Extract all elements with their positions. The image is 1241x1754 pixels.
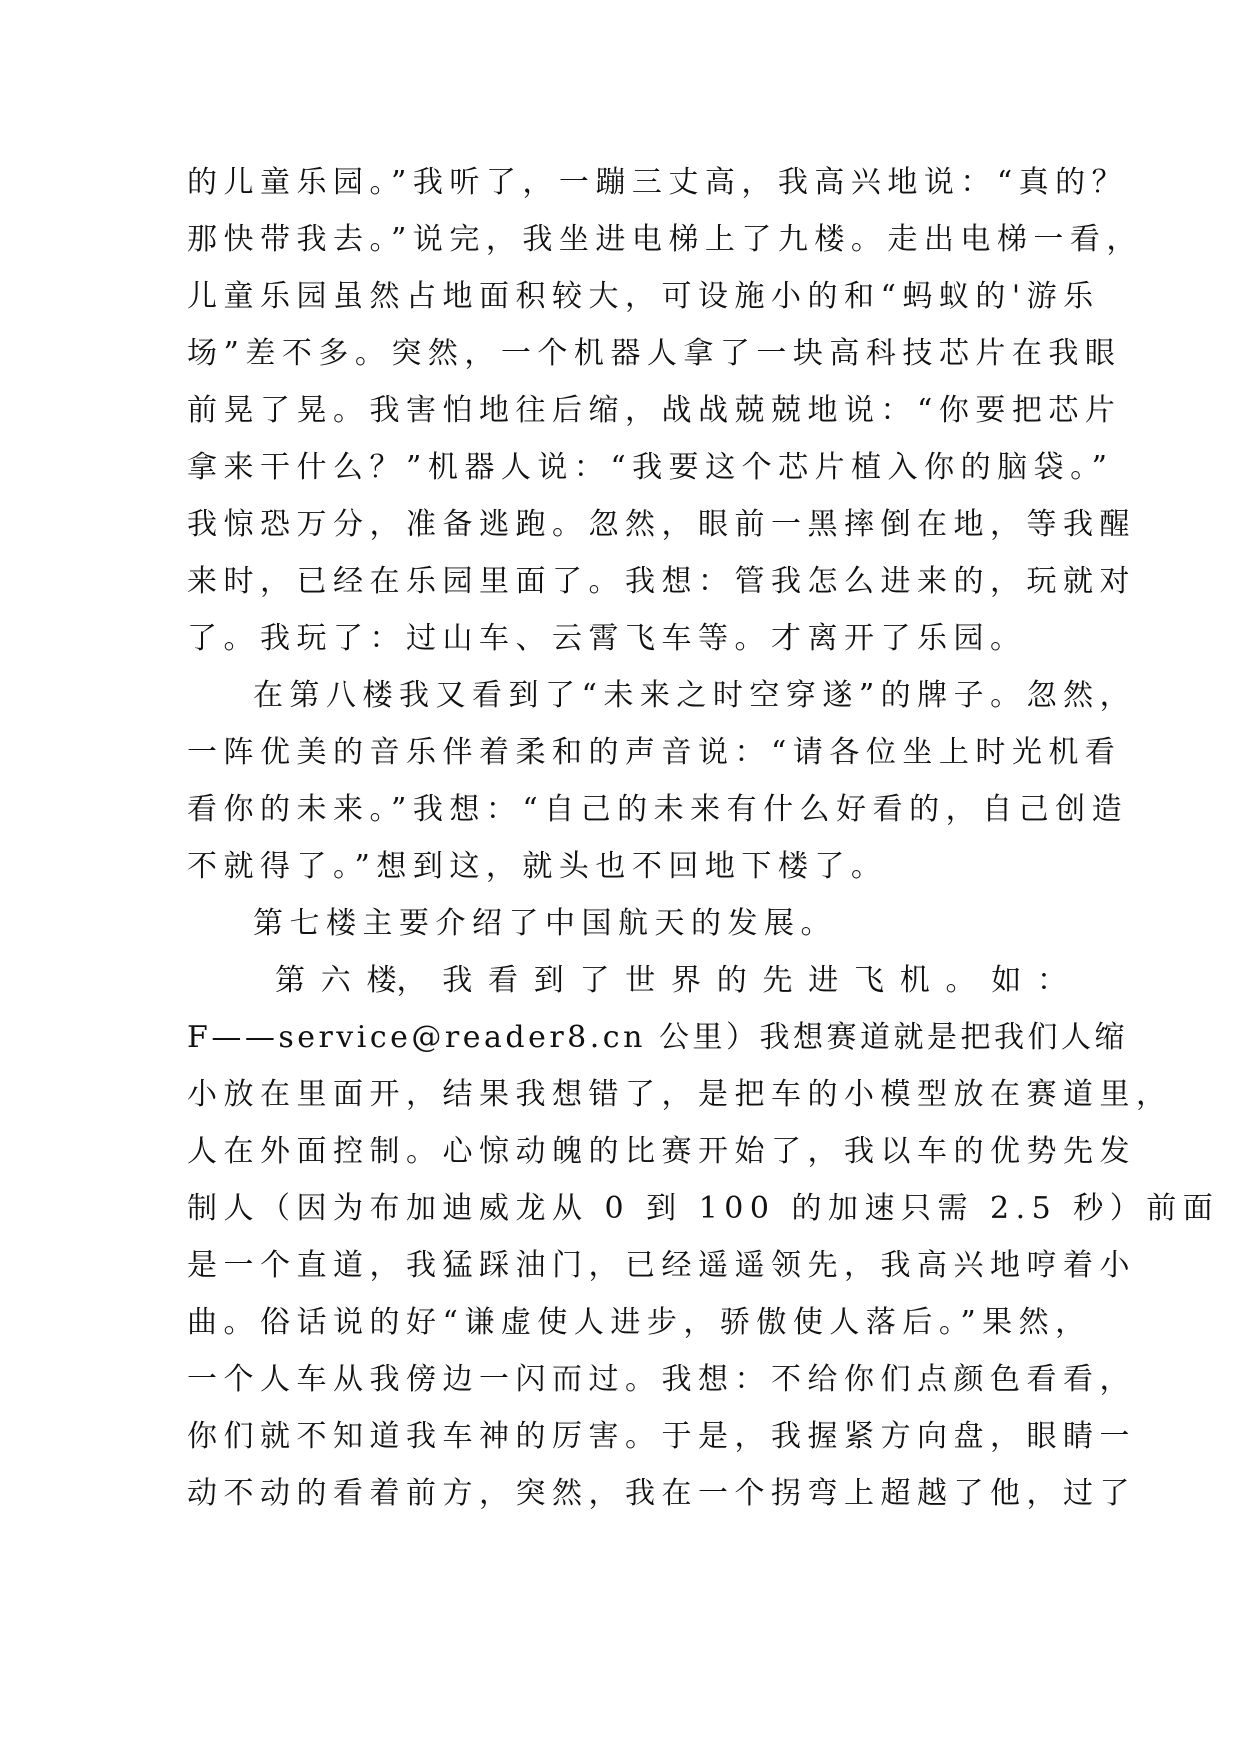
text-glyph: 的 [716, 963, 747, 998]
text-line: 拿来干什么？”机器人说：“我要这个芯片植入你的脑袋。” [187, 450, 1114, 485]
text-glyph: 机 [899, 963, 930, 998]
text-glyph: 了 [579, 963, 610, 998]
text-glyph: 第 [275, 963, 305, 998]
text-line: 不就得了。”想到这，就头也不回地下楼了。 [187, 849, 888, 884]
text-line: 场”差不多。突然，一个机器人拿了一块高科技芯片在我眼 [187, 336, 1122, 371]
text-line: 是一个直道，我猛踩油门，已经遥遥领先，我高兴地哼着小 [187, 1248, 1136, 1283]
text-glyph: 进 [808, 963, 839, 998]
text-line: 一个人车从我傍边一闪而过。我想：不给你们点颜色看看， [187, 1362, 1136, 1397]
text-line: 看你的未来。”我想：“自己的未来有什么好看的，自己创造 [187, 792, 1129, 827]
text-line: 那快带我去。”说完，我坐进电梯上了九楼。走出电梯一看， [187, 222, 1143, 257]
text-line: 一阵优美的音乐伴着柔和的声音说：“请各位坐上时光机看 [187, 735, 1122, 770]
text-line: 曲。俗话说的好“谦虚使人进步，骄傲使人落后。”果然， [187, 1305, 1092, 1340]
text-line: 来时，已经在乐园里面了。我想：管我怎么进来的，玩就对 [187, 564, 1136, 599]
text-glyph: 飞 [854, 963, 884, 998]
text-glyph: 楼， [366, 963, 427, 998]
text-glyph: 世 [625, 963, 656, 998]
text-line: 前晃了晃。我害怕地往后缩，战战兢兢地说：“你要把芯片 [187, 393, 1122, 428]
text-line: 我惊恐万分，准备逃跑。忽然，眼前一黑摔倒在地，等我醒 [187, 507, 1136, 542]
text-glyph: 如 [991, 963, 1022, 998]
text-line: 动不动的看着前方，突然，我在一个拐弯上超越了他，过了 [187, 1476, 1136, 1511]
text-glyph: 先 [762, 963, 793, 998]
text-glyph: 我 [442, 963, 473, 998]
text-line: F——service@reader8.cn 公里）我想赛道就是把我们人缩 [187, 1020, 1128, 1055]
text-line: 的儿童乐园。”我听了，一蹦三丈高，我高兴地说：“真的？ [187, 165, 1129, 200]
text-line: 制人（因为布加迪威龙从 0 到 100 的加速只需 2.5 秒）前面 [187, 1191, 1220, 1226]
text-glyph: ： [1037, 963, 1067, 998]
text-line: 小放在里面开，结果我想错了，是把车的小模型放在赛道里， [187, 1077, 1173, 1112]
text-glyph: 到 [533, 963, 564, 998]
text-glyph: 。 [945, 963, 976, 998]
paragraph-first-line: 在第八楼我又看到了“未来之时空穿遂”的牌子。忽然， [253, 678, 1137, 713]
text-glyph: 界 [671, 963, 701, 998]
text-glyph: 看 [488, 963, 518, 998]
text-line: 儿童乐园虽然占地面积较大，可设施小的和“蚂蚁的'游乐 [187, 279, 1100, 314]
text-line: 了。我玩了：过山车、云霄飞车等。才离开了乐园。 [187, 621, 1027, 656]
text-line: 人在外面控制。心惊动魄的比赛开始了，我以车的优势先发 [187, 1134, 1136, 1169]
text-line: 你们就不知道我车神的厉害。于是，我握紧方向盘，眼睛一 [187, 1419, 1136, 1454]
paragraph-first-line-justified [275, 953, 1067, 1009]
paragraph-first-line: 第七楼主要介绍了中国航天的发展。 [253, 906, 837, 941]
text-glyph: 六 [320, 963, 351, 998]
